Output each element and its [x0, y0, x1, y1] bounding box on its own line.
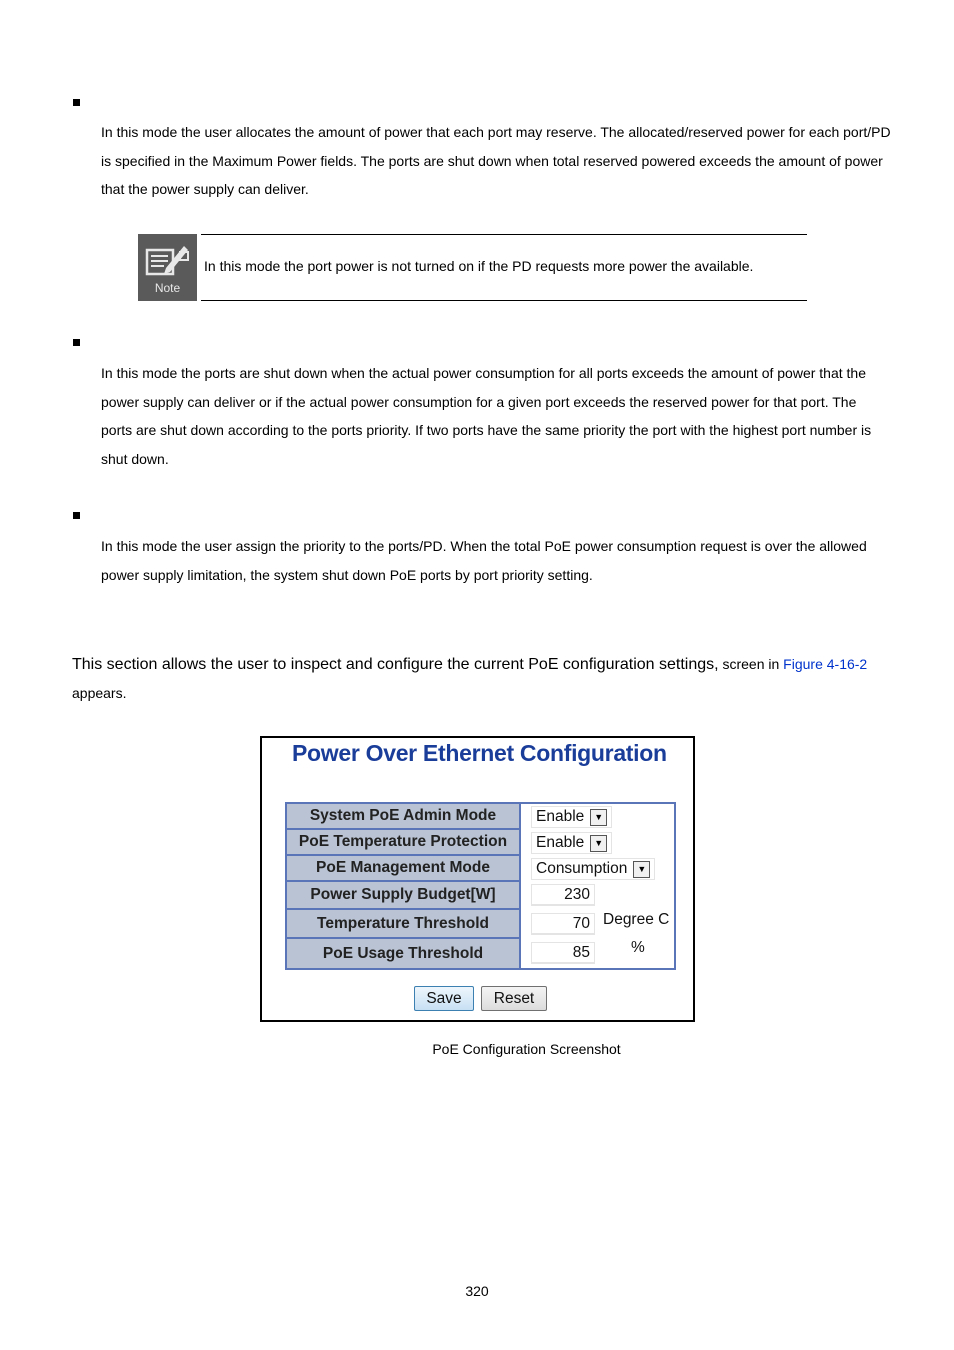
paragraph-allocation-mode: In this mode the user allocates the amount of power that each port may reserve. The allocated/reserved power for each port/PD is specified in the Maximum Power fields. The ports are shut down when total reserved powered exceeds the amount of power that the power supply can deliver. — [101, 124, 891, 198]
table-row — [287, 804, 674, 830]
reset-button[interactable]: Reset — [481, 986, 547, 1011]
note-label: Note — [154, 281, 181, 295]
table-row — [287, 910, 674, 939]
row-label: PoE Management Mode — [287, 856, 521, 882]
poe-config-panel — [260, 736, 695, 1022]
usage-unit: % — [631, 939, 645, 956]
save-button[interactable]: Save — [414, 986, 474, 1011]
row-label: System PoE Admin Mode — [287, 804, 521, 830]
chevron-down-icon[interactable]: ▼ — [633, 861, 650, 878]
intro-text-end: appears. — [72, 685, 127, 701]
table-row — [287, 882, 674, 910]
intro-text-small: screen in — [718, 656, 784, 672]
usage-threshold-input[interactable]: 85 — [531, 942, 595, 964]
power-budget-input[interactable]: 230 — [531, 884, 595, 906]
chevron-down-icon[interactable]: ▼ — [590, 809, 607, 826]
row-label: PoE Usage Threshold — [287, 939, 521, 968]
note-text: In this mode the port power is not turned on if the PD requests more power the available. — [204, 258, 754, 274]
select-value: Consumption — [536, 860, 628, 877]
table-row — [287, 856, 674, 882]
bullet-marker-2 — [73, 339, 80, 346]
note-icon — [138, 234, 197, 301]
row-label: PoE Temperature Protection — [287, 830, 521, 856]
intro-text: This section allows the user to inspect and configure the current PoE configuration settings, — [72, 656, 719, 673]
table-row — [287, 939, 674, 968]
note-bottom-rule — [201, 300, 807, 301]
management-mode-select[interactable] — [531, 858, 655, 880]
select-value: Enable — [536, 834, 585, 851]
bullet-marker-3 — [73, 512, 80, 519]
temperature-threshold-input[interactable]: 70 — [531, 913, 595, 935]
page-number: 320 — [465, 1283, 489, 1299]
select-value: Enable — [536, 808, 585, 825]
note-top-rule — [201, 234, 807, 235]
row-label: Temperature Threshold — [287, 910, 521, 939]
admin-mode-select[interactable] — [531, 806, 612, 828]
section-intro — [72, 650, 892, 708]
panel-title: Power Over Ethernet Configuration — [292, 740, 667, 766]
bullet-marker-1 — [73, 99, 80, 106]
temperature-unit: Degree C — [603, 911, 670, 928]
figure-caption: PoE Configuration Screenshot — [432, 1041, 621, 1057]
temperature-protection-select[interactable] — [531, 832, 612, 854]
config-table — [285, 802, 676, 970]
row-label: Power Supply Budget[W] — [287, 882, 521, 910]
figure-link[interactable]: Figure 4-16-2 — [783, 656, 868, 672]
paragraph-priority-mode: In this mode the user assign the priority to the ports/PD. When the total PoE power consumption request is over the allowed power supply limitation, the system shut down PoE ports by port priority setting. — [101, 538, 867, 583]
table-row — [287, 830, 674, 856]
paragraph-consumption-mode: In this mode the ports are shut down when the actual power consumption for all ports exceeds the amount of power that the power supply can deliver or if the actual power consumption for a given port exceeds the reserved power for that port. The ports are shut down according to the ports priority. If two ports have the same priority the port with the highest port number is shut down. — [101, 365, 872, 468]
chevron-down-icon[interactable]: ▼ — [590, 835, 607, 852]
